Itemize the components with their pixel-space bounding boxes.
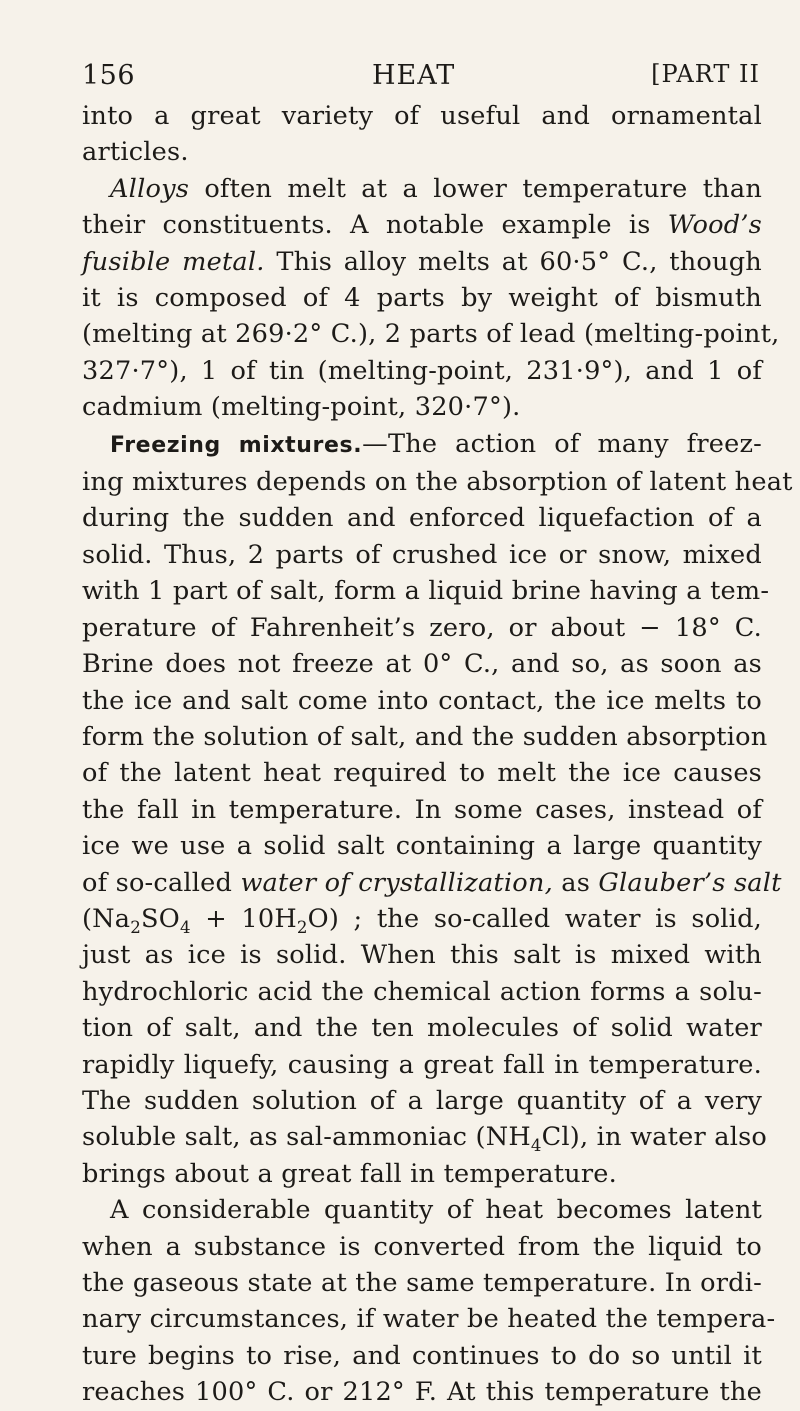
text-line: tion of salt, and the ten molecules of solid water xyxy=(82,1013,762,1044)
text-line: the ice and salt come into contact, the ice melts to xyxy=(82,685,762,716)
body-text xyxy=(82,98,793,1411)
text-line: of the latent heat required to melt the ice causes xyxy=(82,758,762,789)
text-line: their constituents. A notable example is Wood’s xyxy=(82,210,762,241)
text-line: $(Na_2SO_4 + 10H_2O)$ ; the so-called water is solid, xyxy=(82,903,762,938)
text-line: 327·7°), 1 of tin (melting-point, 231·9°), and 1 of xyxy=(82,355,762,386)
text-line: The sudden solution of a large quantity of a very xyxy=(82,1085,762,1116)
text-line: ture begins to rise, and continues to do so until it xyxy=(82,1340,762,1371)
text-line: cadmium (melting-point, 320·7°). xyxy=(82,392,521,423)
text-line: with 1 part of salt, form a liquid brine having a tem- xyxy=(82,576,770,607)
text-line: hydrochloric acid the chemical action forms a solu- xyxy=(82,976,762,1007)
text-line: form the solution of salt, and the sudden absorption xyxy=(82,721,768,752)
text-line: ice we use a solid salt containing a large quantity xyxy=(82,831,762,862)
italic-term: water of crystallization, xyxy=(240,867,553,898)
text-line: just as ice is solid. When this salt is mixed with xyxy=(82,940,762,971)
text-line: the fall in temperature. In some cases, instead of xyxy=(82,794,762,825)
italic-term: Glauber’s salt xyxy=(598,867,782,898)
text-line: when a substance is converted from the liquid to xyxy=(82,1231,762,1262)
text-line: Brine does not freeze at 0° C., and so, as soon as xyxy=(82,649,762,680)
text-line: fusible metal. This alloy melts at 60·5° C., though xyxy=(82,246,762,277)
book-page xyxy=(82,52,793,1411)
text-line: the gaseous state at the same temperature. In ordi- xyxy=(82,1268,762,1298)
text-line: into a great variety of useful and ornamental xyxy=(82,101,762,131)
text-line: Freezing mixtures.—The action of many freez- xyxy=(110,428,762,459)
text-line: Alloys often melt at a lower temperature than xyxy=(110,173,762,204)
text-line: soluble salt, as sal-ammoniac $(NH_4Cl)$, in water also xyxy=(82,1122,768,1156)
text-line: ing mixtures depends on the absorption of latent heat xyxy=(82,467,793,498)
section-heading: Freezing mixtures. xyxy=(110,432,363,458)
text-line: perature of Fahrenheit’s zero, or about − 18° C. xyxy=(82,612,762,643)
part-label: [PART II xyxy=(651,60,760,88)
text-line: (melting at 269·2° C.), 2 parts of lead (melting-point, xyxy=(82,319,780,350)
text-line: solid. Thus, 2 parts of crushed ice or snow, mixed xyxy=(82,539,762,570)
running-title: HEAT xyxy=(372,60,456,91)
text-line: A considerable quantity of heat becomes latent xyxy=(110,1195,762,1226)
italic-term: Wood’s xyxy=(667,210,762,241)
text-line: reaches 100° C. or 212° F. At this temperature the xyxy=(82,1377,762,1408)
page-number: 156 xyxy=(82,60,136,91)
running-header xyxy=(82,52,762,98)
text-line: nary circumstances, if water be heated the tempera- xyxy=(82,1304,776,1335)
text-line: rapidly liquefy, causing a great fall in temperature. xyxy=(82,1049,762,1080)
text-line: it is composed of 4 parts by weight of bismuth xyxy=(82,283,762,314)
text-line: of so-called water of crystallization, as Glauber’s salt xyxy=(82,867,782,898)
italic-term: Alloys xyxy=(110,173,190,204)
text-line: articles. xyxy=(82,137,189,168)
italic-term: fusible metal. xyxy=(82,246,265,277)
text-line: brings about a great fall in temperature. xyxy=(82,1158,617,1189)
text-line: during the sudden and enforced liquefaction of a xyxy=(82,503,762,534)
